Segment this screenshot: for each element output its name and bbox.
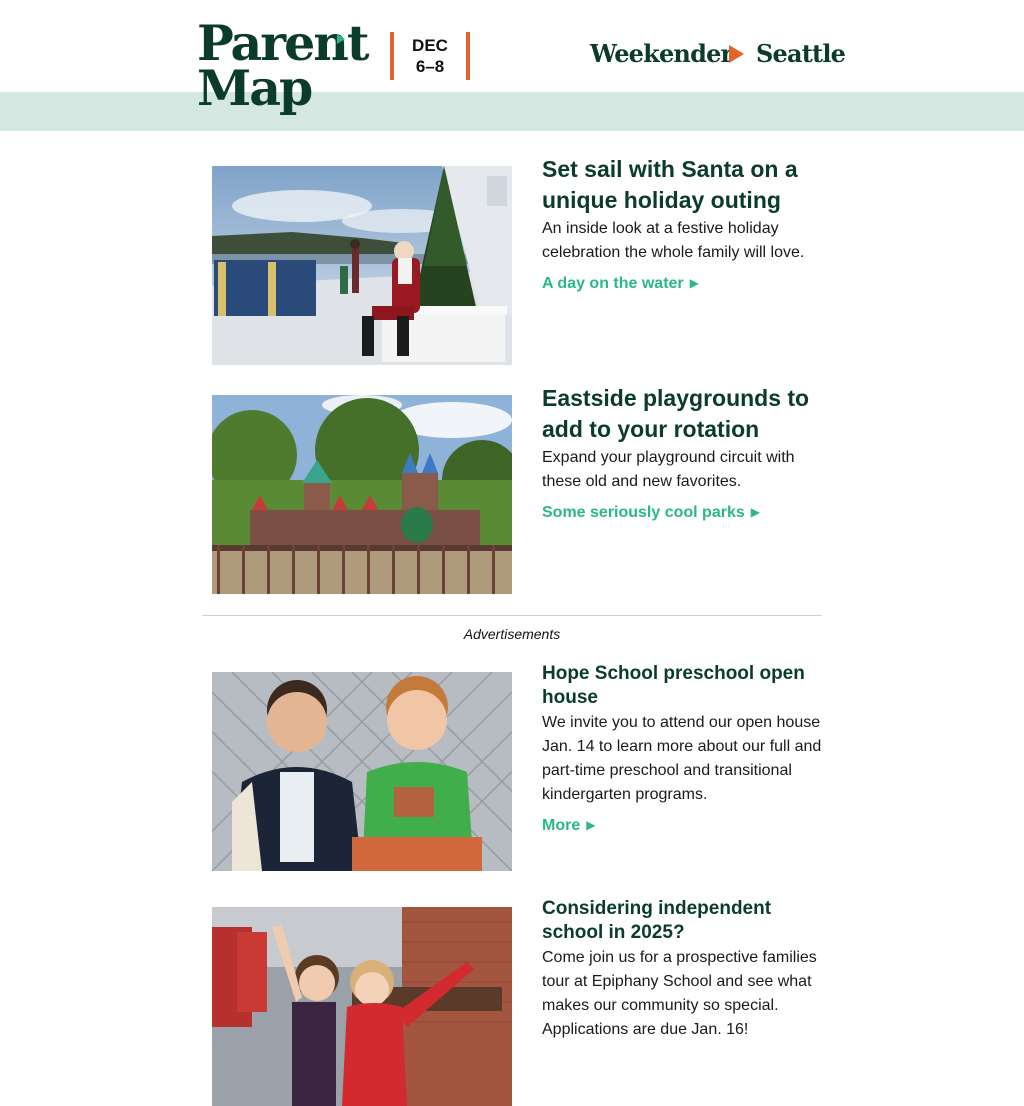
ad-link-text: More bbox=[542, 817, 581, 834]
article-link-text: Some seriously cool parks bbox=[542, 504, 745, 521]
advertisements-label: Advertisements bbox=[463, 626, 561, 642]
play-arrow-icon bbox=[729, 45, 744, 63]
issue-date-month: DEC bbox=[412, 36, 448, 55]
article-description: An inside look at a festive holiday celebration the whole family will love. bbox=[542, 220, 805, 261]
ad-card-hope-school bbox=[542, 662, 832, 835]
article-title[interactable]: Set sail with Santa on a unique holiday outing bbox=[542, 156, 798, 213]
header-band bbox=[0, 92, 1024, 131]
play-arrow-icon: ▶ bbox=[750, 505, 760, 519]
logo-triangle-icon bbox=[337, 34, 345, 44]
edition-city: Seattle bbox=[756, 39, 846, 68]
castle-playground-photo-icon[interactable] bbox=[212, 395, 512, 594]
ad-title[interactable]: Considering independent school in 2025? bbox=[542, 898, 772, 943]
ad-card-epiphany-school bbox=[542, 897, 832, 1042]
article-card-santa bbox=[542, 154, 832, 293]
header bbox=[0, 0, 1024, 131]
ad-title[interactable]: Hope School preschool open house bbox=[542, 663, 805, 708]
ad-description: We invite you to attend our open house Jan. 14 to learn more about our full and part-time preschool and transitional kindergarten programs. bbox=[542, 714, 822, 803]
article-link-text: A day on the water bbox=[542, 275, 684, 292]
edition-name: Weekender bbox=[590, 39, 733, 68]
logo-word-map: Map bbox=[197, 59, 312, 117]
two-kids-photo-icon[interactable] bbox=[212, 672, 512, 871]
ad-description: Come join us for a prospective families tour at Epiphany School and see what makes our community so special. Applications are due Jan. 16! bbox=[542, 949, 817, 1038]
school-girls-photo-icon[interactable] bbox=[212, 907, 512, 1106]
article-link-santa[interactable] bbox=[542, 275, 699, 293]
logo-word-parent: Parent bbox=[197, 14, 368, 72]
play-arrow-icon: ▶ bbox=[586, 818, 596, 832]
play-arrow-icon: ▶ bbox=[689, 276, 699, 290]
divider bbox=[202, 615, 822, 616]
issue-date-days: 6–8 bbox=[415, 57, 445, 76]
article-title[interactable]: Eastside playgrounds to add to your rotation bbox=[542, 385, 810, 442]
parentmap-logo[interactable] bbox=[197, 12, 368, 122]
issue-date bbox=[390, 32, 470, 80]
article-card-playgrounds bbox=[542, 383, 832, 522]
article-link-playgrounds[interactable] bbox=[542, 504, 760, 522]
article-description: Expand your playground circuit with these old and new favorites. bbox=[542, 449, 795, 490]
santa-ferry-photo-icon[interactable] bbox=[212, 166, 512, 365]
ad-link-more[interactable] bbox=[542, 817, 595, 835]
